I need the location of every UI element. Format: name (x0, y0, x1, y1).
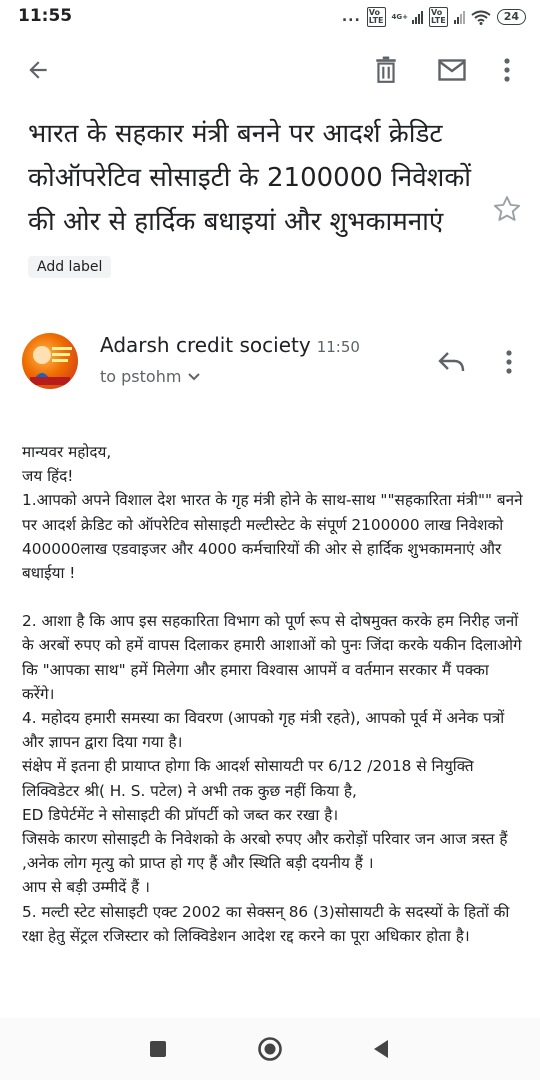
email-body (22, 440, 526, 1018)
clock: 11:55 (18, 6, 73, 26)
signal-icon (412, 11, 423, 24)
mark-unread-button[interactable] (434, 52, 470, 88)
home-circle-icon (257, 1036, 283, 1062)
reply-button[interactable] (434, 344, 470, 380)
more-vert-icon (506, 350, 512, 374)
system-nav-bar (0, 1018, 540, 1080)
email-subject (28, 112, 480, 288)
paragraph-gap (22, 585, 526, 609)
top-app-bar (0, 40, 540, 100)
body-paragraph: मान्यवर महोदय, जय हिंद! 1.आपको अपने विशाल देश भारत के गृह मंत्री होने के साथ-साथ ""सहकारिता मंत्री"" बनने पर आदर्श क्रेडिट को ऑपरेटिव सोसाइटी मल्टीस्टेट के संपूर्ण 2100000 लाख निवेशको 400000लाख एडवाइजर और 4000 कर्मचारियों की ओर से हार्दिक शुभकामनाएं और बधाईया ! (22, 443, 523, 583)
home-button[interactable] (257, 1036, 283, 1062)
message-more-button[interactable] (494, 344, 524, 380)
status-bar (0, 0, 540, 34)
sender-name: Adarsh credit society (100, 333, 311, 357)
reply-icon (438, 351, 466, 373)
more-vert-icon (504, 58, 510, 82)
back-triangle-icon (372, 1039, 390, 1059)
volte-icon-2: Vo LTE (430, 8, 446, 25)
more-options-button[interactable] (492, 52, 522, 88)
chevron-down-icon (187, 372, 201, 382)
subject-text: भारत के सहकार मंत्री बनने पर आदर्श क्रेडिट कोऑपरेटिव सोसाइटी के 2100000 निवेशकों की ओर से हार्दिक बधाइयां और शुभकामनाएं (28, 119, 472, 237)
network-type: 4G+ (391, 12, 408, 21)
delete-button[interactable] (368, 52, 404, 88)
mail-unread-icon (438, 59, 466, 81)
add-label-chip[interactable]: Add label (28, 256, 111, 278)
signal-icon-2 (454, 11, 465, 24)
trash-icon (373, 56, 399, 84)
recents-button[interactable] (145, 1036, 171, 1062)
notification-dots: ... (341, 9, 361, 25)
recents-square-icon (149, 1040, 167, 1058)
volte-icon: Vo LTE (368, 8, 384, 25)
avatar-image (22, 333, 78, 389)
recipient-details-toggle[interactable] (100, 367, 201, 386)
body-paragraph: 2. आशा है कि आप इस सहकारिता विभाग को पूर्ण रूप से दोषमुक्त करके हम निरीह जनों के अरबों रुपए को हमें वापस दिलाकर हमारी आशाओं को पुनः जिंदा करके यकीन दिलाओगे कि "आपका साथ" हमें मिलेगा और हमारा विश्वास आपमें व वर्तमान सरकार मैं पक्का करेंगे। 4. महोदय हमारी समस्या का विवरण (आपको गृह मंत्री रहते), आपको पूर्व में अनेक पत्रों और ज्ञापन द्वारा दिया गया है। संक्षेप में इतना ही प्रायाप्त होगा कि आदर्श सोसायटी पर 6/12 /2018 से नियुक्ति लिक्विडेटर श्री( H. S. पटेल) ने अभी तक कुछ नहीं किया है, ED डिपेर्टमेंट ने सोसाइटी की प्रॉपर्टी को जब्त कर रखा है। जिसके कारण सोसाइटी के निवेशको के अरबो रुपए और करोड़ों परिवार जन आज त्रस्त हैं ,अनेक लोग मृत्यु को प्राप्त हो गए हैं और स्थिति बड़ी दयनीय हैं । आप से बड़ी उम्मीदें हैं । 5. मल्टी स्टेट सोसाइटी एक्ट 2002 का सेक्सन् 86 (3)सोसायटी के सदस्यों के हितों की रक्षा हेतु सेंट्रल रजिस्टार को लिक्विडेशन आदेश रद्द करने का पूरा अधिकार होता है। (22, 612, 522, 945)
star-button[interactable] (492, 194, 522, 224)
battery-icon: 24 (497, 9, 526, 25)
recipient-text: to pstohm (100, 367, 182, 386)
back-button[interactable] (20, 52, 56, 88)
sent-time: 11:50 (316, 338, 360, 356)
arrow-back-icon (25, 57, 51, 83)
sender-line[interactable] (100, 333, 360, 357)
status-icons (342, 7, 526, 27)
star-outline-icon (492, 194, 522, 224)
wifi-icon (471, 10, 491, 25)
nav-back-button[interactable] (368, 1036, 394, 1062)
sender-avatar[interactable] (22, 333, 78, 389)
